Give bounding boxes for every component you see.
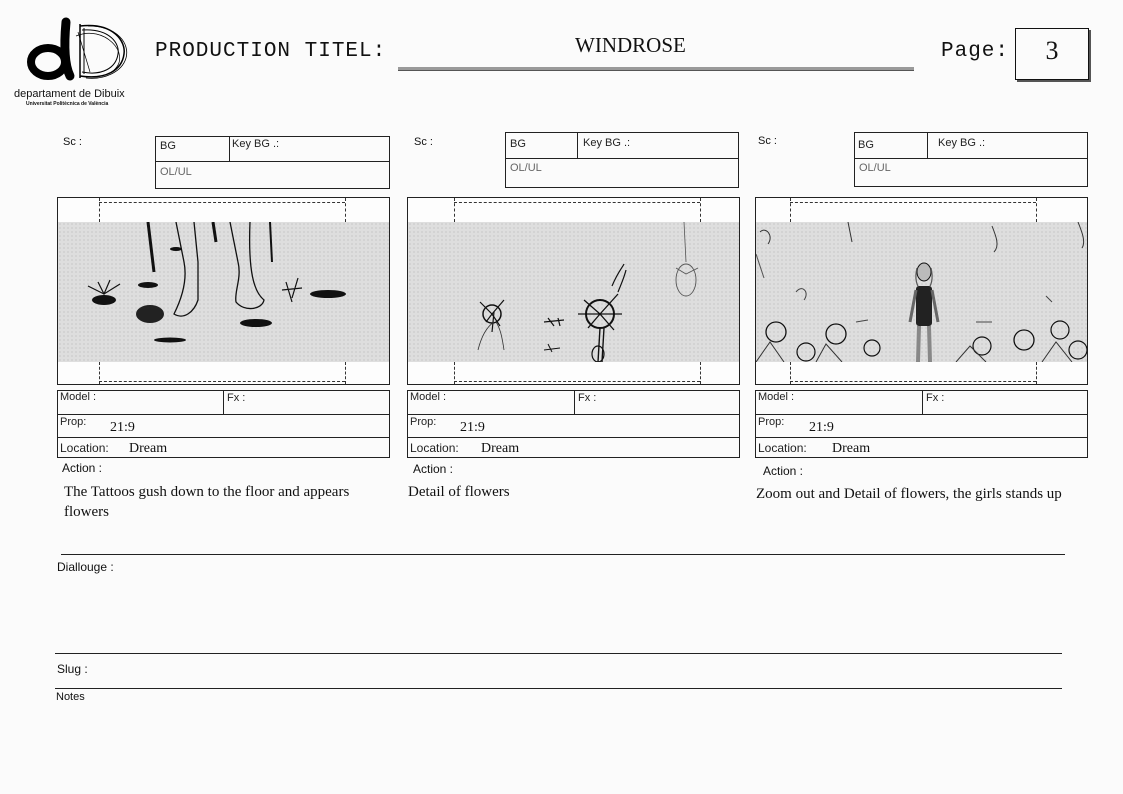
panel-2-action-label: Action : [413, 462, 454, 476]
panel-2-bg-table [505, 132, 739, 188]
panel-3-sc-label: Sc : [758, 135, 777, 147]
slug-divider [55, 653, 1062, 654]
panel-1-key-bg-label: Key BG .: [232, 138, 280, 150]
panel-1-location-value[interactable]: Dream [129, 441, 168, 456]
dialogue-label: Diallouge : [57, 560, 114, 574]
panel-3-fx-label: Fx : [926, 392, 945, 404]
panel-2-fx-label: Fx : [578, 392, 597, 404]
panel-3-action-text[interactable]: Zoom out and Detail of flowers, the girls stands up [756, 486, 1062, 502]
panel-2-sketch [408, 222, 739, 362]
panel-1-fx-label: Fx : [227, 392, 246, 404]
panel-2-location-label: Location: [410, 441, 459, 455]
notes-divider [55, 688, 1062, 689]
production-title[interactable]: WINDROSE [575, 33, 686, 57]
production-label: PRODUCTION TITEL: [155, 40, 387, 63]
panel-3-olul-label: OL/UL [859, 162, 891, 174]
panel-2-info-table [407, 390, 740, 458]
panel-1-bg-label: BG [160, 140, 176, 152]
panel-2-action-text[interactable]: Detail of flowers [408, 484, 510, 500]
panel-1-action-label: Action : [62, 461, 103, 475]
page-number[interactable]: 3 [1015, 28, 1089, 80]
panel-2-key-bg-label: Key BG .: [583, 137, 631, 149]
logo-subtext: Universitat Politècnica de València [26, 101, 109, 107]
panel-1-prop-label: Prop: [60, 416, 87, 428]
notes-field[interactable] [56, 706, 1062, 776]
panel-2-model-label: Model : [410, 391, 447, 403]
notes-label: Notes [56, 691, 85, 703]
panel-1-bg-table [155, 136, 390, 189]
panel-1-action-text[interactable]: The Tattoos gush down to the floor and appears flowers [64, 484, 350, 520]
panel-3-bg-table [854, 132, 1088, 187]
panel-3-location-value[interactable]: Dream [832, 441, 871, 456]
logo-mark-icon [14, 14, 144, 94]
panel-2-olul-label: OL/UL [510, 162, 542, 174]
dialogue-field[interactable] [57, 578, 1061, 650]
panel-3-frame [755, 197, 1088, 385]
panel-3-prop-label: Prop: [758, 416, 785, 428]
panel-2-location-value[interactable]: Dream [481, 441, 520, 456]
panel-2-prop-value[interactable]: 21:9 [460, 420, 485, 435]
panel-1-frame [57, 197, 390, 385]
panel-3-sketch [756, 222, 1087, 362]
slug-field[interactable] [100, 658, 1060, 686]
panel-1-sketch [58, 222, 389, 362]
slug-label: Slug : [57, 662, 88, 676]
panel-2-bg-label: BG [510, 138, 526, 150]
panel-3-bg-label: BG [858, 139, 874, 151]
page-label: Page: [941, 40, 1010, 63]
panel-2-prop-label: Prop: [410, 416, 437, 428]
panel-3-model-label: Model : [758, 391, 795, 403]
panel-2-sc-label: Sc : [414, 136, 433, 148]
production-title-underline [398, 67, 914, 71]
panel-2-frame [407, 197, 740, 385]
panel-3-key-bg-label: Key BG .: [938, 137, 986, 149]
logo-text: departament de Dibuix [14, 88, 125, 100]
panel-1-olul-label: OL/UL [160, 166, 192, 178]
panel-3-info-table [755, 390, 1088, 458]
panel-1-location-label: Location: [60, 441, 109, 455]
panel-1-prop-value[interactable]: 21:9 [110, 420, 135, 435]
panel-3-prop-value[interactable]: 21:9 [809, 420, 834, 435]
panel-1-info-table [57, 390, 390, 458]
panel-3-location-label: Location: [758, 441, 807, 455]
panel-3-action-label: Action : [763, 464, 804, 478]
dialogue-divider [61, 554, 1065, 555]
panel-1-sc-label: Sc : [63, 136, 82, 148]
panel-1-model-label: Model : [60, 391, 97, 403]
